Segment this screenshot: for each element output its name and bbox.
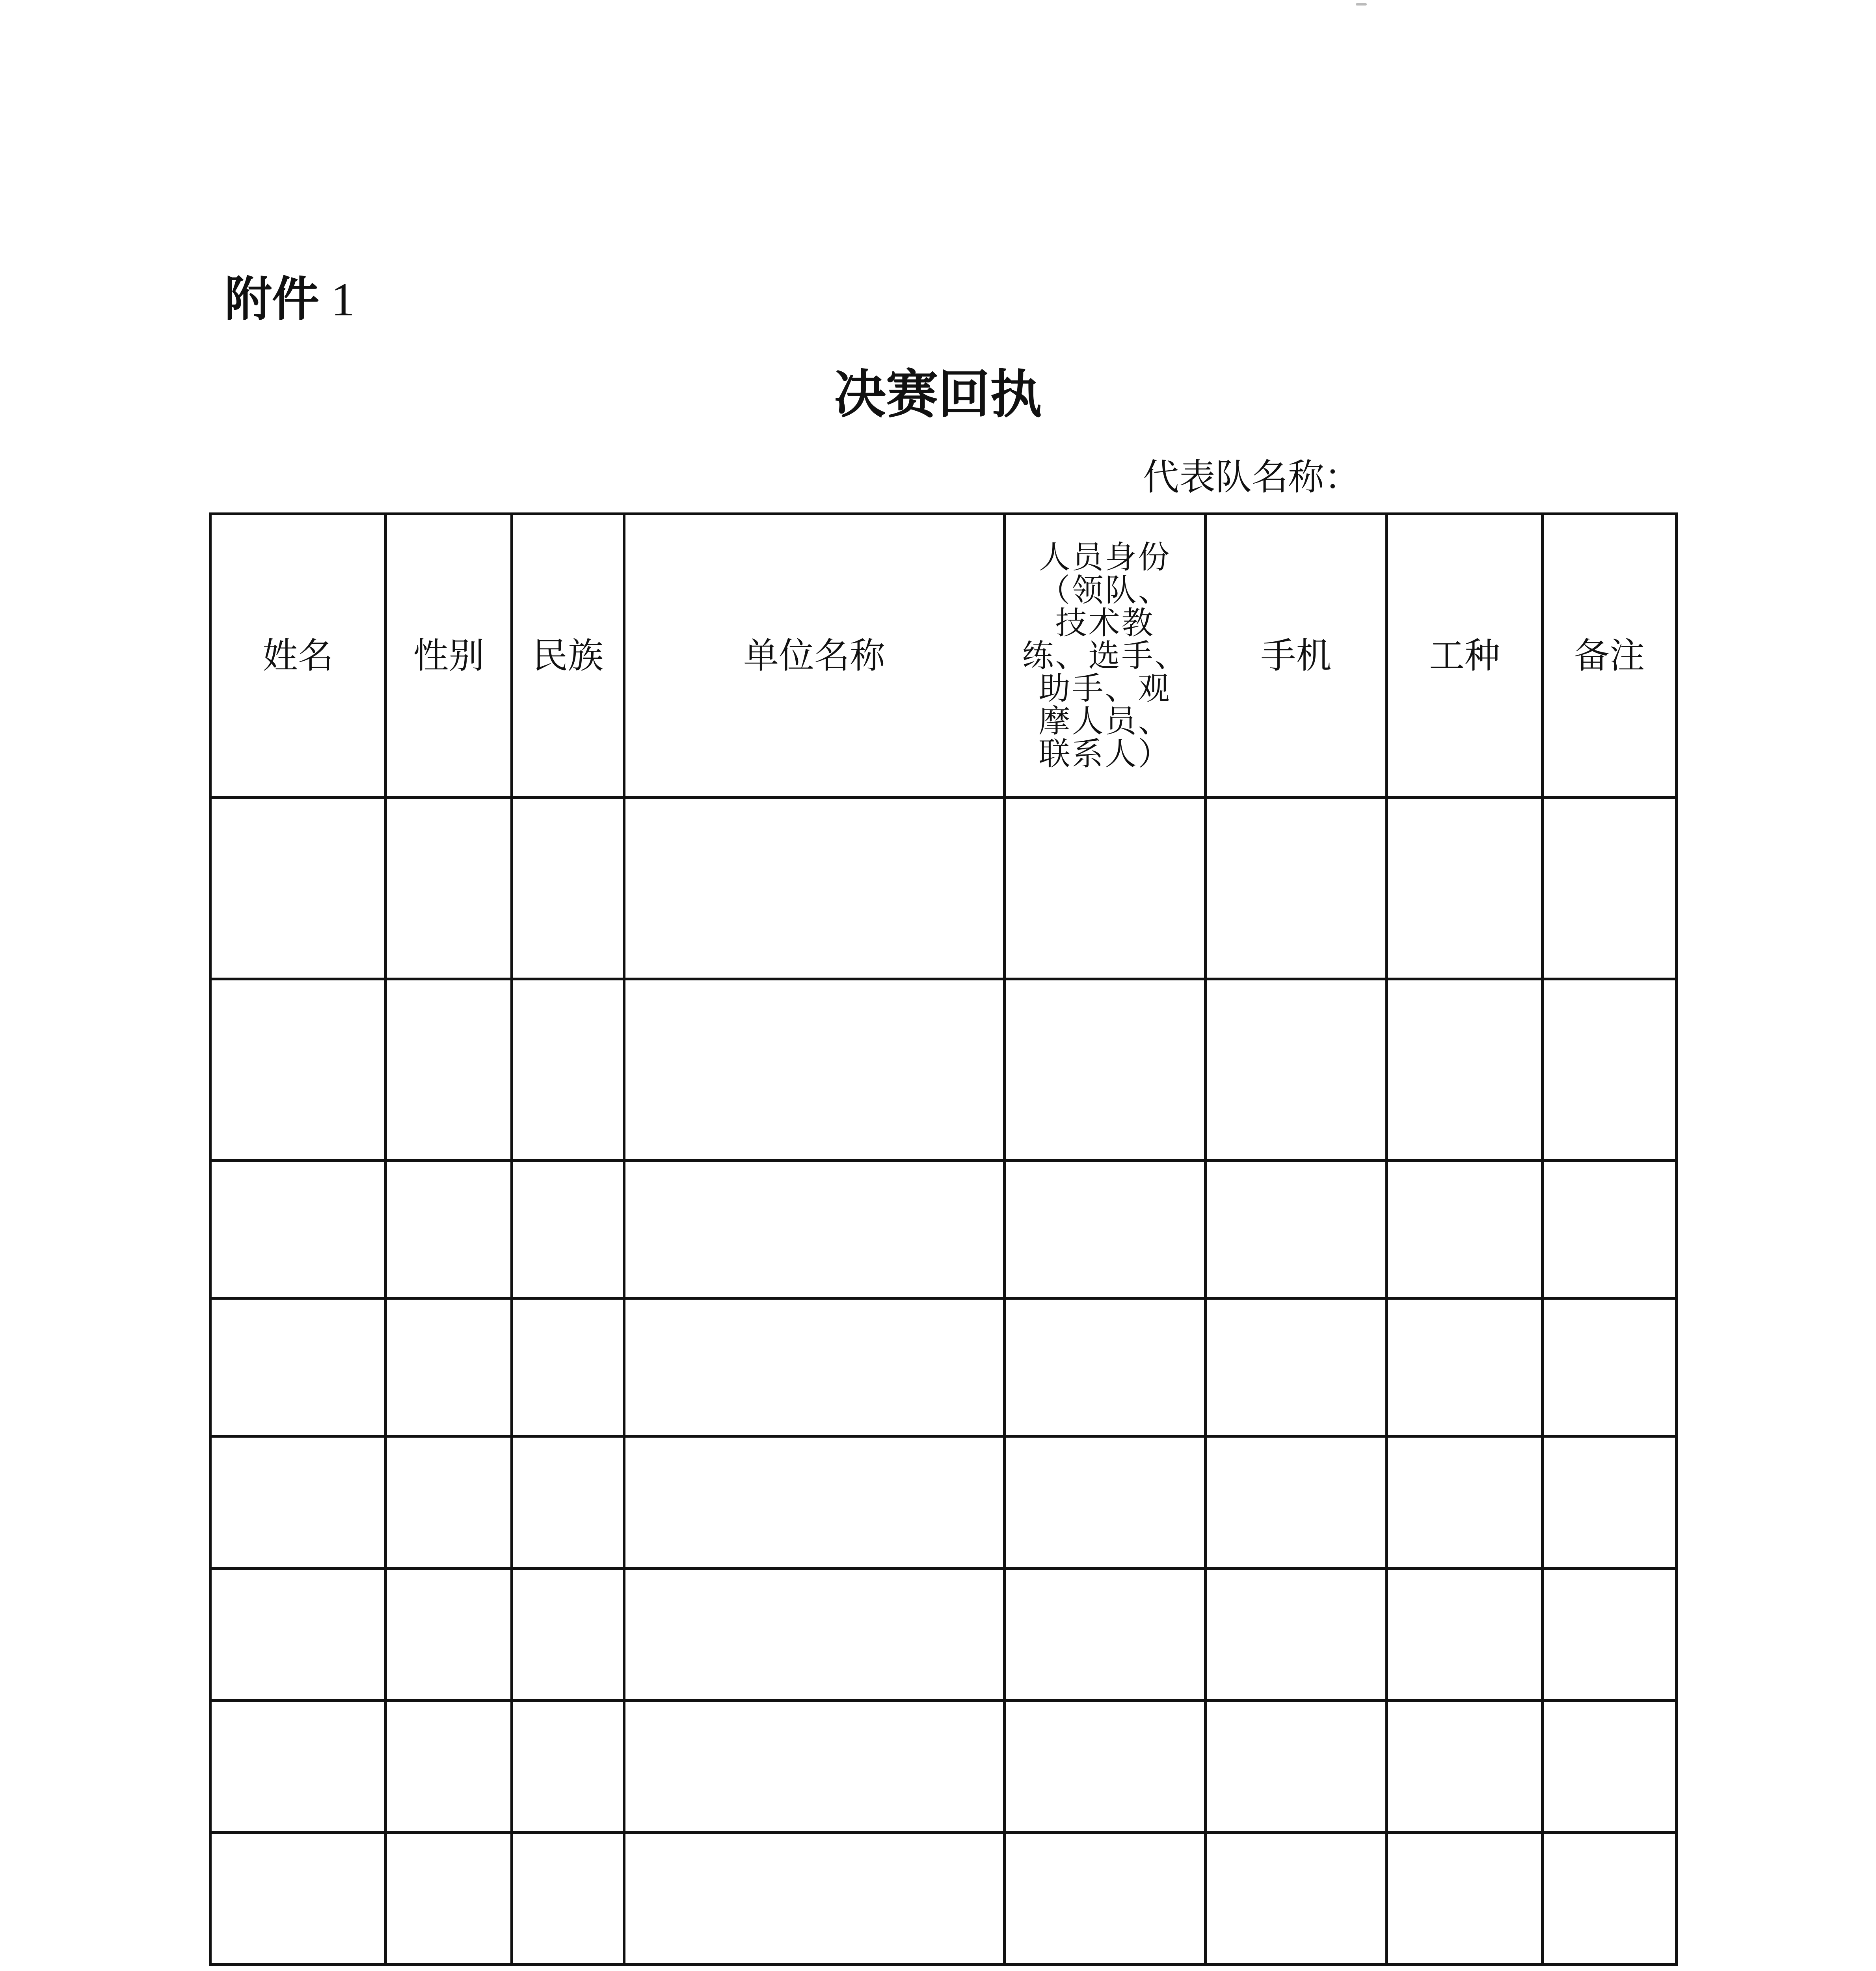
cell-trade[interactable] bbox=[1387, 798, 1543, 979]
cell-name[interactable] bbox=[210, 1701, 386, 1833]
cell-trade[interactable] bbox=[1387, 1701, 1543, 1833]
cell-remarks[interactable] bbox=[1543, 979, 1677, 1161]
cell-gender[interactable] bbox=[386, 798, 512, 979]
cell-remarks[interactable] bbox=[1543, 1298, 1677, 1436]
cell-unit-name[interactable] bbox=[624, 1436, 1005, 1569]
cell-unit-name[interactable] bbox=[624, 798, 1005, 979]
cell-name[interactable] bbox=[210, 1161, 386, 1298]
scan-mark bbox=[1356, 3, 1367, 6]
cell-trade[interactable] bbox=[1387, 1161, 1543, 1298]
cell-unit-name[interactable] bbox=[624, 1569, 1005, 1701]
table-body bbox=[210, 798, 1677, 1965]
cell-remarks[interactable] bbox=[1543, 1436, 1677, 1569]
cell-trade[interactable] bbox=[1387, 1833, 1543, 1965]
cell-trade[interactable] bbox=[1387, 1569, 1543, 1701]
cell-identity[interactable] bbox=[1005, 1161, 1206, 1298]
cell-remarks[interactable] bbox=[1543, 1569, 1677, 1701]
cell-remarks[interactable] bbox=[1543, 1701, 1677, 1833]
cell-identity[interactable] bbox=[1005, 1436, 1206, 1569]
cell-phone[interactable] bbox=[1206, 1161, 1387, 1298]
cell-ethnicity[interactable] bbox=[512, 1569, 624, 1701]
cell-ethnicity[interactable] bbox=[512, 1436, 624, 1569]
cell-phone[interactable] bbox=[1206, 1833, 1387, 1965]
table-row bbox=[210, 979, 1677, 1161]
table-row bbox=[210, 1833, 1677, 1965]
cell-identity[interactable] bbox=[1005, 1701, 1206, 1833]
table-row bbox=[210, 798, 1677, 979]
header-identity bbox=[1005, 514, 1206, 798]
cell-ethnicity[interactable] bbox=[512, 1701, 624, 1833]
cell-unit-name[interactable] bbox=[624, 979, 1005, 1161]
team-name-label: 代表队名称： bbox=[1143, 456, 1361, 498]
cell-unit-name[interactable] bbox=[624, 1833, 1005, 1965]
header-gender: 性别 bbox=[386, 514, 512, 798]
cell-gender[interactable] bbox=[386, 1298, 512, 1436]
header-name: 姓名 bbox=[210, 514, 386, 798]
cell-remarks[interactable] bbox=[1543, 1161, 1677, 1298]
cell-phone[interactable] bbox=[1206, 1298, 1387, 1436]
table-row bbox=[210, 1569, 1677, 1701]
reply-form-table bbox=[209, 512, 1678, 1966]
document-title: 决赛回执 bbox=[834, 364, 1042, 425]
table-row bbox=[210, 1161, 1677, 1298]
header-identity-line: 联系人） bbox=[1038, 736, 1171, 773]
cell-name[interactable] bbox=[210, 1833, 386, 1965]
cell-gender[interactable] bbox=[386, 1833, 512, 1965]
cell-ethnicity[interactable] bbox=[512, 1161, 624, 1298]
cell-identity[interactable] bbox=[1005, 979, 1206, 1161]
cell-identity[interactable] bbox=[1005, 1569, 1206, 1701]
attachment-label bbox=[225, 272, 355, 327]
cell-unit-name[interactable] bbox=[624, 1298, 1005, 1436]
cell-remarks[interactable] bbox=[1543, 798, 1677, 979]
cell-identity[interactable] bbox=[1005, 798, 1206, 979]
table-row bbox=[210, 1701, 1677, 1833]
cell-name[interactable] bbox=[210, 979, 386, 1161]
cell-ethnicity[interactable] bbox=[512, 1833, 624, 1965]
header-unit-name: 单位名称 bbox=[624, 514, 1005, 798]
header-identity-line: 人员身份 bbox=[1038, 539, 1171, 576]
cell-phone[interactable] bbox=[1206, 1569, 1387, 1701]
cell-phone[interactable] bbox=[1206, 979, 1387, 1161]
cell-name[interactable] bbox=[210, 1569, 386, 1701]
cell-gender[interactable] bbox=[386, 1701, 512, 1833]
attachment-label-text: 附件 bbox=[225, 272, 319, 327]
cell-ethnicity[interactable] bbox=[512, 1298, 624, 1436]
cell-name[interactable] bbox=[210, 798, 386, 979]
cell-gender[interactable] bbox=[386, 1161, 512, 1298]
header-identity-line: 练、选手、 bbox=[1022, 637, 1188, 674]
cell-unit-name[interactable] bbox=[624, 1701, 1005, 1833]
header-ethnicity: 民族 bbox=[512, 514, 624, 798]
cell-gender[interactable] bbox=[386, 979, 512, 1161]
cell-phone[interactable] bbox=[1206, 1701, 1387, 1833]
cell-identity[interactable] bbox=[1005, 1298, 1206, 1436]
cell-ethnicity[interactable] bbox=[512, 979, 624, 1161]
table-header-row bbox=[210, 514, 1677, 798]
cell-gender[interactable] bbox=[386, 1569, 512, 1701]
cell-remarks[interactable] bbox=[1543, 1833, 1677, 1965]
cell-unit-name[interactable] bbox=[624, 1161, 1005, 1298]
cell-identity[interactable] bbox=[1005, 1833, 1206, 1965]
header-identity-line: 技术教 bbox=[1055, 604, 1155, 641]
cell-phone[interactable] bbox=[1206, 1436, 1387, 1569]
table-row bbox=[210, 1298, 1677, 1436]
table-row bbox=[210, 1436, 1677, 1569]
header-identity-line: 助手、观 bbox=[1038, 670, 1171, 707]
header-identity-line: （领队、 bbox=[1038, 572, 1171, 609]
cell-trade[interactable] bbox=[1387, 1298, 1543, 1436]
attachment-number: 1 bbox=[331, 273, 355, 326]
cell-phone[interactable] bbox=[1206, 798, 1387, 979]
cell-name[interactable] bbox=[210, 1436, 386, 1569]
header-remarks: 备注 bbox=[1543, 514, 1677, 798]
header-identity-line: 摩人员、 bbox=[1038, 703, 1171, 740]
cell-name[interactable] bbox=[210, 1298, 386, 1436]
cell-gender[interactable] bbox=[386, 1436, 512, 1569]
cell-ethnicity[interactable] bbox=[512, 798, 624, 979]
cell-trade[interactable] bbox=[1387, 1436, 1543, 1569]
header-phone: 手机 bbox=[1206, 514, 1387, 798]
header-trade: 工种 bbox=[1387, 514, 1543, 798]
cell-trade[interactable] bbox=[1387, 979, 1543, 1161]
